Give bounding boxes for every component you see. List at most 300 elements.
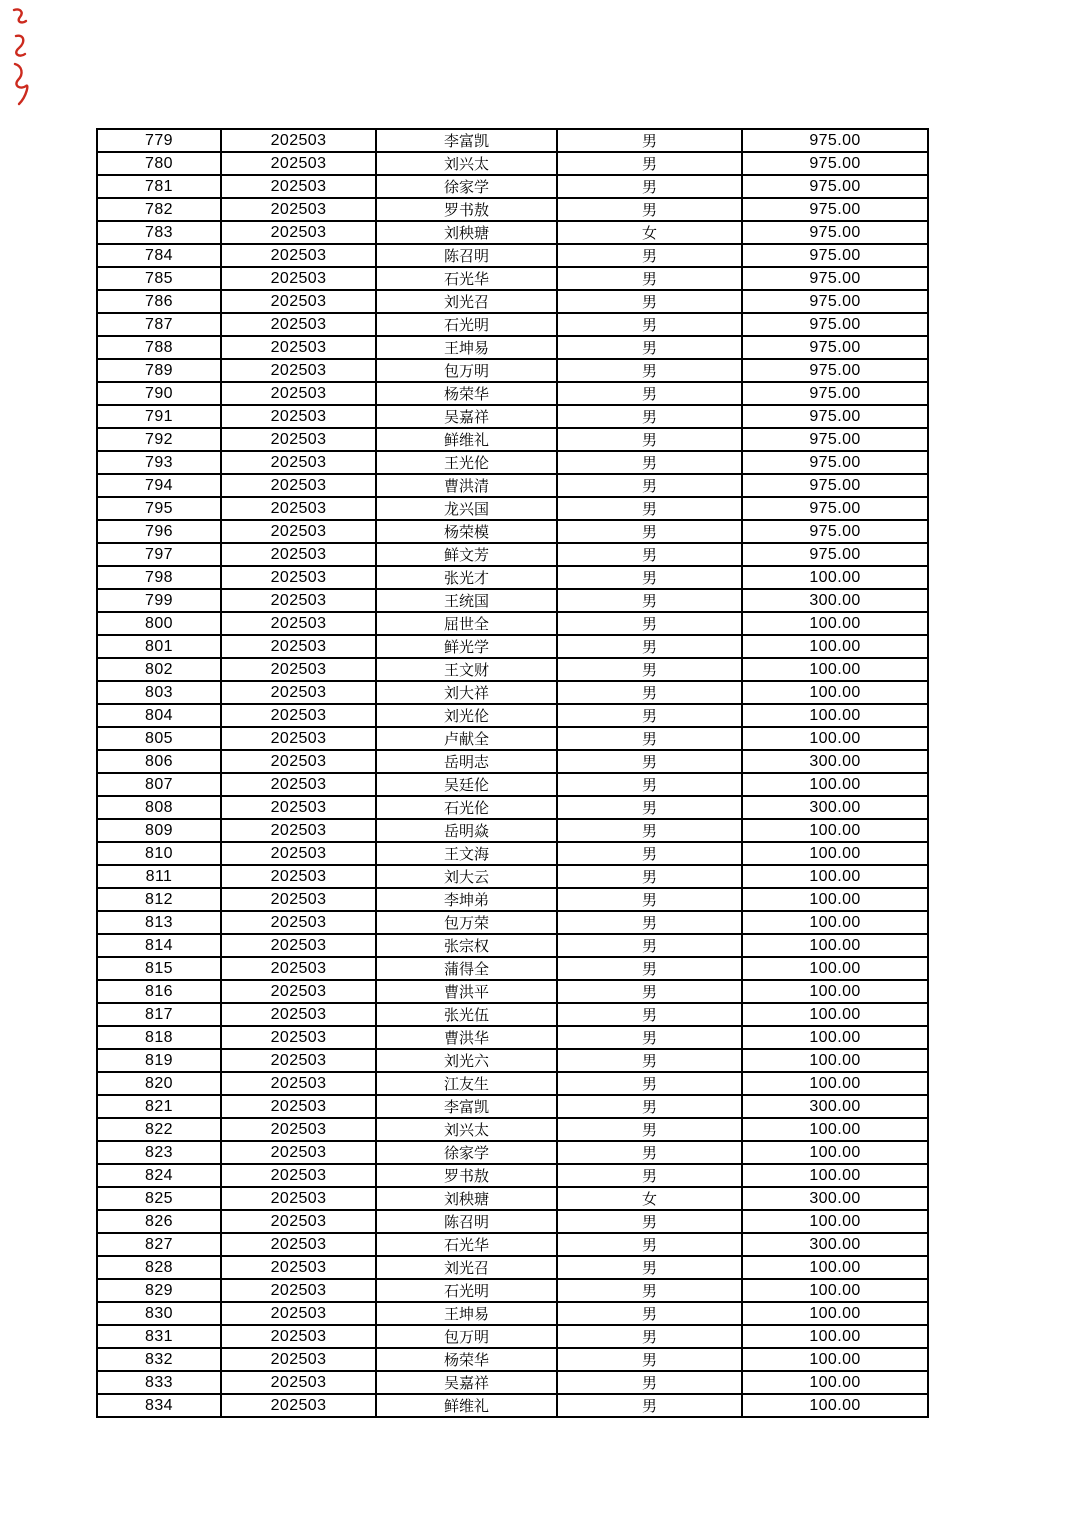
period-cell: 202503 <box>221 1279 376 1302</box>
period-cell: 202503 <box>221 1095 376 1118</box>
table-row <box>97 198 928 221</box>
table-row <box>97 129 928 152</box>
gender-cell: 男 <box>557 1095 742 1118</box>
name-cell: 刘兴太 <box>376 1118 557 1141</box>
period-cell: 202503 <box>221 1049 376 1072</box>
seq-cell: 791 <box>97 405 221 428</box>
gender-cell: 男 <box>557 566 742 589</box>
gender-cell: 男 <box>557 773 742 796</box>
gender-cell: 男 <box>557 1233 742 1256</box>
gender-cell: 男 <box>557 842 742 865</box>
seq-cell: 827 <box>97 1233 221 1256</box>
period-cell: 202503 <box>221 1256 376 1279</box>
period-cell: 202503 <box>221 1210 376 1233</box>
table-row <box>97 290 928 313</box>
seq-cell: 803 <box>97 681 221 704</box>
seq-cell: 833 <box>97 1371 221 1394</box>
period-cell: 202503 <box>221 1187 376 1210</box>
period-cell: 202503 <box>221 819 376 842</box>
gender-cell: 男 <box>557 382 742 405</box>
period-cell: 202503 <box>221 359 376 382</box>
period-cell: 202503 <box>221 451 376 474</box>
table-row <box>97 819 928 842</box>
table-row <box>97 1233 928 1256</box>
period-cell: 202503 <box>221 1026 376 1049</box>
name-cell: 曹洪华 <box>376 1026 557 1049</box>
name-cell: 石光伦 <box>376 796 557 819</box>
name-cell: 蒲得全 <box>376 957 557 980</box>
table-row <box>97 405 928 428</box>
gender-cell: 男 <box>557 1049 742 1072</box>
amount-cell: 100.00 <box>742 934 928 957</box>
amount-cell: 975.00 <box>742 382 928 405</box>
table-row <box>97 1256 928 1279</box>
seq-cell: 794 <box>97 474 221 497</box>
table-row <box>97 1118 928 1141</box>
name-cell: 刘大云 <box>376 865 557 888</box>
table-row <box>97 359 928 382</box>
period-cell: 202503 <box>221 1394 376 1417</box>
seq-cell: 789 <box>97 359 221 382</box>
gender-cell: 男 <box>557 911 742 934</box>
red-ink-stroke <box>14 9 26 22</box>
gender-cell: 男 <box>557 1003 742 1026</box>
amount-cell: 100.00 <box>742 658 928 681</box>
table-row <box>97 336 928 359</box>
name-cell: 石光明 <box>376 1279 557 1302</box>
gender-cell: 男 <box>557 129 742 152</box>
amount-cell: 100.00 <box>742 911 928 934</box>
seq-cell: 813 <box>97 911 221 934</box>
seq-cell: 822 <box>97 1118 221 1141</box>
seq-cell: 815 <box>97 957 221 980</box>
amount-cell: 975.00 <box>742 451 928 474</box>
amount-cell: 975.00 <box>742 520 928 543</box>
seq-cell: 831 <box>97 1325 221 1348</box>
name-cell: 龙兴国 <box>376 497 557 520</box>
period-cell: 202503 <box>221 911 376 934</box>
gender-cell: 男 <box>557 1026 742 1049</box>
seq-cell: 808 <box>97 796 221 819</box>
name-cell: 刘光伦 <box>376 704 557 727</box>
seq-cell: 821 <box>97 1095 221 1118</box>
seq-cell: 798 <box>97 566 221 589</box>
table-row <box>97 842 928 865</box>
period-cell: 202503 <box>221 750 376 773</box>
seq-cell: 805 <box>97 727 221 750</box>
seq-cell: 792 <box>97 428 221 451</box>
period-cell: 202503 <box>221 313 376 336</box>
gender-cell: 男 <box>557 1348 742 1371</box>
table-row <box>97 267 928 290</box>
table-row <box>97 635 928 658</box>
name-cell: 江友生 <box>376 1072 557 1095</box>
amount-cell: 100.00 <box>742 1003 928 1026</box>
table-row <box>97 1348 928 1371</box>
table-row <box>97 1187 928 1210</box>
name-cell: 罗书敖 <box>376 198 557 221</box>
amount-cell: 975.00 <box>742 543 928 566</box>
seq-cell: 832 <box>97 1348 221 1371</box>
period-cell: 202503 <box>221 727 376 750</box>
period-cell: 202503 <box>221 1164 376 1187</box>
table-row <box>97 244 928 267</box>
period-cell: 202503 <box>221 681 376 704</box>
period-cell: 202503 <box>221 244 376 267</box>
seq-cell: 799 <box>97 589 221 612</box>
name-cell: 包万明 <box>376 1325 557 1348</box>
period-cell: 202503 <box>221 405 376 428</box>
gender-cell: 男 <box>557 1394 742 1417</box>
table-row <box>97 1072 928 1095</box>
period-cell: 202503 <box>221 566 376 589</box>
amount-cell: 975.00 <box>742 129 928 152</box>
name-cell: 岳明志 <box>376 750 557 773</box>
name-cell: 鲜文芳 <box>376 543 557 566</box>
period-cell: 202503 <box>221 589 376 612</box>
gender-cell: 男 <box>557 819 742 842</box>
name-cell: 刘光召 <box>376 1256 557 1279</box>
gender-cell: 男 <box>557 1164 742 1187</box>
amount-cell: 300.00 <box>742 1095 928 1118</box>
seq-cell: 782 <box>97 198 221 221</box>
period-cell: 202503 <box>221 796 376 819</box>
period-cell: 202503 <box>221 474 376 497</box>
seq-cell: 820 <box>97 1072 221 1095</box>
gender-cell: 男 <box>557 359 742 382</box>
period-cell: 202503 <box>221 1348 376 1371</box>
seq-cell: 786 <box>97 290 221 313</box>
payments-table <box>96 128 929 1418</box>
amount-cell: 100.00 <box>742 957 928 980</box>
seq-cell: 787 <box>97 313 221 336</box>
name-cell: 刘秧瑭 <box>376 1187 557 1210</box>
table-row <box>97 221 928 244</box>
amount-cell: 100.00 <box>742 1141 928 1164</box>
amount-cell: 100.00 <box>742 1026 928 1049</box>
table-row <box>97 1394 928 1417</box>
gender-cell: 男 <box>557 1256 742 1279</box>
period-cell: 202503 <box>221 129 376 152</box>
amount-cell: 100.00 <box>742 1394 928 1417</box>
gender-cell: 男 <box>557 428 742 451</box>
period-cell: 202503 <box>221 543 376 566</box>
amount-cell: 100.00 <box>742 773 928 796</box>
period-cell: 202503 <box>221 221 376 244</box>
period-cell: 202503 <box>221 957 376 980</box>
period-cell: 202503 <box>221 290 376 313</box>
table-row <box>97 773 928 796</box>
table-row <box>97 428 928 451</box>
name-cell: 卢献全 <box>376 727 557 750</box>
period-cell: 202503 <box>221 152 376 175</box>
period-cell: 202503 <box>221 773 376 796</box>
amount-cell: 975.00 <box>742 290 928 313</box>
period-cell: 202503 <box>221 1141 376 1164</box>
name-cell: 包万明 <box>376 359 557 382</box>
seq-cell: 817 <box>97 1003 221 1026</box>
gender-cell: 女 <box>557 1187 742 1210</box>
period-cell: 202503 <box>221 336 376 359</box>
seq-cell: 810 <box>97 842 221 865</box>
name-cell: 刘光召 <box>376 290 557 313</box>
period-cell: 202503 <box>221 267 376 290</box>
gender-cell: 男 <box>557 290 742 313</box>
gender-cell: 男 <box>557 612 742 635</box>
gender-cell: 男 <box>557 198 742 221</box>
name-cell: 徐家学 <box>376 1141 557 1164</box>
amount-cell: 100.00 <box>742 704 928 727</box>
table-row <box>97 520 928 543</box>
gender-cell: 男 <box>557 635 742 658</box>
seq-cell: 779 <box>97 129 221 152</box>
name-cell: 鲜维礼 <box>376 428 557 451</box>
seq-cell: 796 <box>97 520 221 543</box>
table-row <box>97 566 928 589</box>
period-cell: 202503 <box>221 1302 376 1325</box>
name-cell: 杨荣华 <box>376 382 557 405</box>
name-cell: 李富凯 <box>376 1095 557 1118</box>
period-cell: 202503 <box>221 612 376 635</box>
gender-cell: 男 <box>557 727 742 750</box>
table-row <box>97 313 928 336</box>
table-row <box>97 612 928 635</box>
table-row <box>97 1279 928 1302</box>
table-row <box>97 382 928 405</box>
amount-cell: 100.00 <box>742 1072 928 1095</box>
amount-cell: 100.00 <box>742 1371 928 1394</box>
gender-cell: 男 <box>557 681 742 704</box>
seq-cell: 804 <box>97 704 221 727</box>
seq-cell: 829 <box>97 1279 221 1302</box>
seq-cell: 816 <box>97 980 221 1003</box>
amount-cell: 100.00 <box>742 1118 928 1141</box>
period-cell: 202503 <box>221 428 376 451</box>
seq-cell: 807 <box>97 773 221 796</box>
name-cell: 屈世全 <box>376 612 557 635</box>
period-cell: 202503 <box>221 1371 376 1394</box>
seq-cell: 795 <box>97 497 221 520</box>
gender-cell: 男 <box>557 980 742 1003</box>
name-cell: 曹洪平 <box>376 980 557 1003</box>
name-cell: 李富凯 <box>376 129 557 152</box>
gender-cell: 男 <box>557 658 742 681</box>
gender-cell: 男 <box>557 1141 742 1164</box>
table-row <box>97 152 928 175</box>
name-cell: 刘秧瑭 <box>376 221 557 244</box>
table-row <box>97 957 928 980</box>
seq-cell: 802 <box>97 658 221 681</box>
period-cell: 202503 <box>221 888 376 911</box>
amount-cell: 975.00 <box>742 405 928 428</box>
seq-cell: 828 <box>97 1256 221 1279</box>
name-cell: 刘光六 <box>376 1049 557 1072</box>
name-cell: 岳明焱 <box>376 819 557 842</box>
name-cell: 石光华 <box>376 1233 557 1256</box>
amount-cell: 975.00 <box>742 359 928 382</box>
gender-cell: 女 <box>557 221 742 244</box>
gender-cell: 男 <box>557 520 742 543</box>
amount-cell: 300.00 <box>742 589 928 612</box>
amount-cell: 100.00 <box>742 1279 928 1302</box>
period-cell: 202503 <box>221 382 376 405</box>
seq-cell: 788 <box>97 336 221 359</box>
amount-cell: 975.00 <box>742 336 928 359</box>
name-cell: 刘兴太 <box>376 152 557 175</box>
amount-cell: 300.00 <box>742 750 928 773</box>
name-cell: 王坤易 <box>376 336 557 359</box>
period-cell: 202503 <box>221 497 376 520</box>
period-cell: 202503 <box>221 865 376 888</box>
name-cell: 李坤弟 <box>376 888 557 911</box>
period-cell: 202503 <box>221 1003 376 1026</box>
seq-cell: 801 <box>97 635 221 658</box>
amount-cell: 100.00 <box>742 1302 928 1325</box>
gender-cell: 男 <box>557 750 742 773</box>
amount-cell: 975.00 <box>742 497 928 520</box>
name-cell: 王文财 <box>376 658 557 681</box>
period-cell: 202503 <box>221 704 376 727</box>
table-row <box>97 1325 928 1348</box>
table-row <box>97 704 928 727</box>
gender-cell: 男 <box>557 543 742 566</box>
seq-cell: 811 <box>97 865 221 888</box>
table-row <box>97 980 928 1003</box>
gender-cell: 男 <box>557 1210 742 1233</box>
seq-cell: 825 <box>97 1187 221 1210</box>
gender-cell: 男 <box>557 405 742 428</box>
gender-cell: 男 <box>557 474 742 497</box>
seq-cell: 819 <box>97 1049 221 1072</box>
seq-cell: 814 <box>97 934 221 957</box>
seq-cell: 823 <box>97 1141 221 1164</box>
gender-cell: 男 <box>557 313 742 336</box>
amount-cell: 100.00 <box>742 980 928 1003</box>
seq-cell: 800 <box>97 612 221 635</box>
amount-cell: 975.00 <box>742 428 928 451</box>
amount-cell: 100.00 <box>742 635 928 658</box>
amount-cell: 300.00 <box>742 1187 928 1210</box>
table-row <box>97 681 928 704</box>
amount-cell: 100.00 <box>742 1049 928 1072</box>
table-row <box>97 1210 928 1233</box>
amount-cell: 100.00 <box>742 1348 928 1371</box>
amount-cell: 975.00 <box>742 198 928 221</box>
period-cell: 202503 <box>221 635 376 658</box>
table-row <box>97 175 928 198</box>
period-cell: 202503 <box>221 198 376 221</box>
seq-cell: 780 <box>97 152 221 175</box>
table-row <box>97 865 928 888</box>
gender-cell: 男 <box>557 1279 742 1302</box>
seq-cell: 806 <box>97 750 221 773</box>
gender-cell: 男 <box>557 1072 742 1095</box>
amount-cell: 300.00 <box>742 796 928 819</box>
gender-cell: 男 <box>557 888 742 911</box>
gender-cell: 男 <box>557 336 742 359</box>
amount-cell: 300.00 <box>742 1233 928 1256</box>
table-row <box>97 934 928 957</box>
table-row <box>97 497 928 520</box>
table-row <box>97 589 928 612</box>
amount-cell: 975.00 <box>742 175 928 198</box>
seq-cell: 783 <box>97 221 221 244</box>
name-cell: 王文海 <box>376 842 557 865</box>
gender-cell: 男 <box>557 244 742 267</box>
gender-cell: 男 <box>557 451 742 474</box>
table-row <box>97 1141 928 1164</box>
period-cell: 202503 <box>221 842 376 865</box>
seq-cell: 797 <box>97 543 221 566</box>
period-cell: 202503 <box>221 175 376 198</box>
period-cell: 202503 <box>221 520 376 543</box>
table-row <box>97 727 928 750</box>
name-cell: 陈召明 <box>376 244 557 267</box>
period-cell: 202503 <box>221 934 376 957</box>
name-cell: 王光伦 <box>376 451 557 474</box>
seq-cell: 785 <box>97 267 221 290</box>
gender-cell: 男 <box>557 1325 742 1348</box>
table-row <box>97 658 928 681</box>
table-row <box>97 451 928 474</box>
name-cell: 包万荣 <box>376 911 557 934</box>
gender-cell: 男 <box>557 152 742 175</box>
name-cell: 王坤易 <box>376 1302 557 1325</box>
gender-cell: 男 <box>557 175 742 198</box>
gender-cell: 男 <box>557 267 742 290</box>
table-row <box>97 750 928 773</box>
table-row <box>97 543 928 566</box>
name-cell: 杨荣华 <box>376 1348 557 1371</box>
amount-cell: 100.00 <box>742 865 928 888</box>
seq-cell: 784 <box>97 244 221 267</box>
period-cell: 202503 <box>221 1118 376 1141</box>
gender-cell: 男 <box>557 1118 742 1141</box>
amount-cell: 975.00 <box>742 244 928 267</box>
name-cell: 刘大祥 <box>376 681 557 704</box>
seq-cell: 781 <box>97 175 221 198</box>
amount-cell: 100.00 <box>742 681 928 704</box>
seq-cell: 818 <box>97 1026 221 1049</box>
gender-cell: 男 <box>557 704 742 727</box>
seq-cell: 834 <box>97 1394 221 1417</box>
seq-cell: 826 <box>97 1210 221 1233</box>
amount-cell: 100.00 <box>742 1256 928 1279</box>
amount-cell: 100.00 <box>742 566 928 589</box>
gender-cell: 男 <box>557 796 742 819</box>
seq-cell: 812 <box>97 888 221 911</box>
period-cell: 202503 <box>221 658 376 681</box>
gender-cell: 男 <box>557 957 742 980</box>
amount-cell: 100.00 <box>742 842 928 865</box>
amount-cell: 100.00 <box>742 612 928 635</box>
red-ink-stroke <box>16 36 25 56</box>
name-cell: 石光华 <box>376 267 557 290</box>
amount-cell: 975.00 <box>742 313 928 336</box>
name-cell: 张光伍 <box>376 1003 557 1026</box>
gender-cell: 男 <box>557 1371 742 1394</box>
table-row <box>97 1164 928 1187</box>
seq-cell: 824 <box>97 1164 221 1187</box>
gender-cell: 男 <box>557 497 742 520</box>
name-cell: 吴嘉祥 <box>376 405 557 428</box>
gender-cell: 男 <box>557 589 742 612</box>
period-cell: 202503 <box>221 1072 376 1095</box>
name-cell: 张宗权 <box>376 934 557 957</box>
amount-cell: 975.00 <box>742 221 928 244</box>
name-cell: 徐家学 <box>376 175 557 198</box>
amount-cell: 975.00 <box>742 152 928 175</box>
